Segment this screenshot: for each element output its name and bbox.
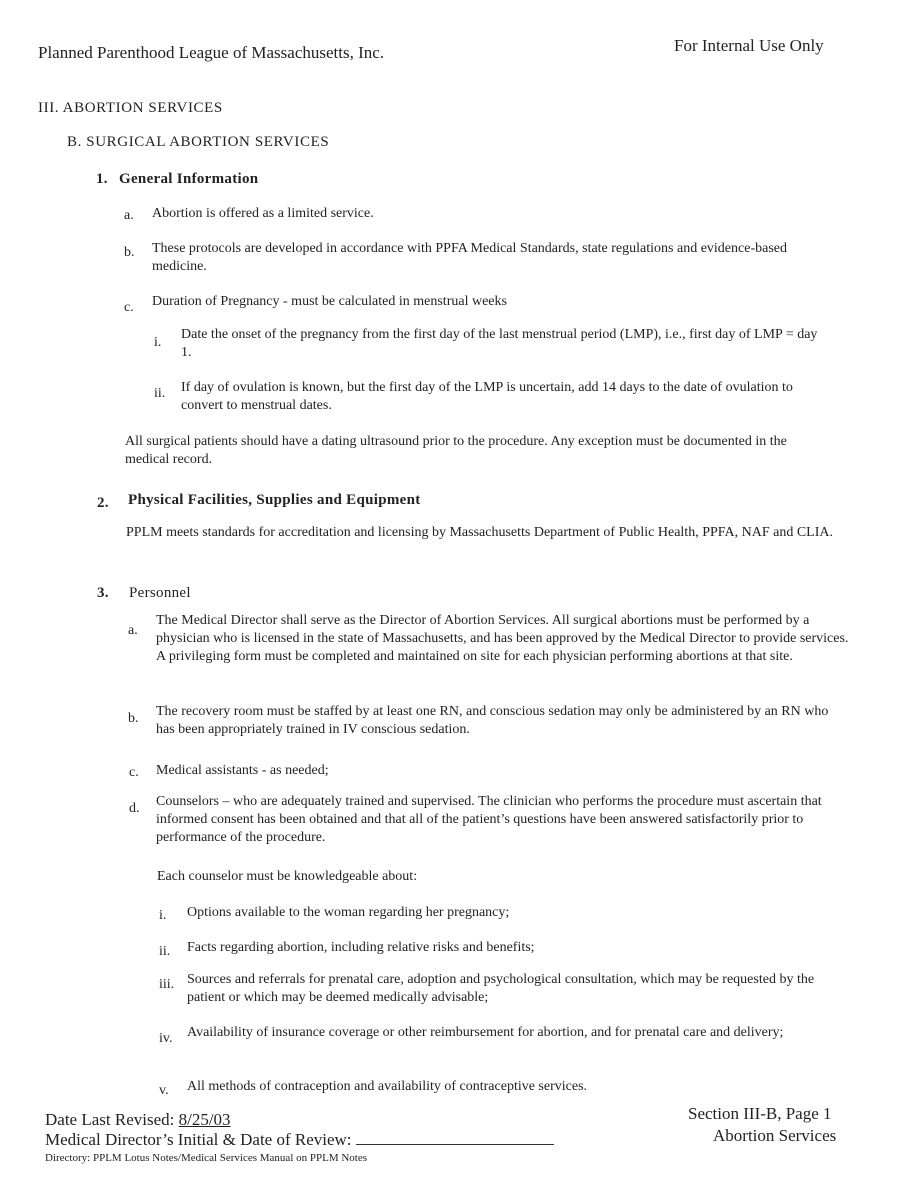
revision-label: Date Last Revised: <box>45 1110 175 1129</box>
section-page: Section III-B, Page 1 <box>688 1104 832 1123</box>
revision-line <box>45 1110 231 1130</box>
personnel-title: Personnel <box>129 585 191 601</box>
list-item: These protocols are developed in accordance with PPFA Medical Standards, state regulations and evidence-based medicine. <box>152 241 787 274</box>
list-item: The recovery room must be staffed by at least one RN, and conscious sedation may only be administered by an RN who has been appropriately trained in IV conscious sedation. <box>156 704 829 737</box>
sublist-item: All methods of contraception and availability of contraceptive services. <box>187 1079 588 1094</box>
general-title: General Information <box>119 171 259 187</box>
sublist-label: i. <box>159 908 167 923</box>
subsection-title: B. SURGICAL ABORTION SERVICES <box>67 134 330 150</box>
sublist-item: If day of ovulation is known, but the first day of the LMP is uncertain, add 14 days to the date of ovulation to convert to menstrual dates. <box>181 380 793 413</box>
list-item: Counselors – who are adequately trained and supervised. The clinician who performs the procedure must ascertain that informed consent has been obtained and that all of the patient’s questions have been answered satisfactorily prior to performance of the procedure. <box>156 794 822 845</box>
list-label: a. <box>128 623 138 638</box>
counselor-intro: Each counselor must be knowledgeable about: <box>157 869 418 884</box>
internal-use-notice: For Internal Use Only <box>674 36 824 55</box>
directory-path: Directory: PPLM Lotus Notes/Medical Services Manual on PPLM Notes <box>45 1152 368 1164</box>
review-signature-blank <box>356 1130 554 1145</box>
review-label: Medical Director’s Initial & Date of Review: <box>45 1130 352 1149</box>
sublist-label: iv. <box>159 1031 173 1046</box>
list-label: d. <box>129 801 140 816</box>
sublist-item: Options available to the woman regarding her pregnancy; <box>187 905 510 920</box>
list-item: Duration of Pregnancy - must be calculated in menstrual weeks <box>152 294 507 309</box>
list-item: Medical assistants - as needed; <box>156 763 329 778</box>
ultrasound-note: All surgical patients should have a dating ultrasound prior to the procedure. Any exception must be documented in the medical record. <box>125 434 787 467</box>
section-name: Abortion Services <box>713 1126 837 1145</box>
sublist-label: iii. <box>159 977 175 992</box>
revision-date: 8/25/03 <box>178 1110 231 1129</box>
org-name: Planned Parenthood League of Massachusetts, Inc. <box>38 43 385 62</box>
list-label: c. <box>129 765 139 780</box>
list-label: c. <box>124 300 134 315</box>
facilities-text: PPLM meets standards for accreditation and licensing by Massachusetts Department of Public Health, PPFA, NAF and CLIA. <box>126 525 834 540</box>
sublist-label: ii. <box>159 944 171 959</box>
list-label: b. <box>124 245 135 260</box>
sublist-label: ii. <box>154 386 166 401</box>
sublist-label: v. <box>159 1083 169 1098</box>
sublist-label: i. <box>154 335 162 350</box>
personnel-number: 3. <box>97 585 109 601</box>
list-item: Abortion is offered as a limited service. <box>152 206 374 221</box>
sublist-item: Sources and referrals for prenatal care, adoption and psychological consultation, which may be requested by the patient or which may be deemed medically advisable; <box>187 972 815 1005</box>
section-title: III. ABORTION SERVICES <box>38 100 223 116</box>
review-line <box>45 1130 554 1150</box>
general-number: 1. <box>96 171 108 187</box>
list-label: a. <box>124 208 134 223</box>
list-item: The Medical Director shall serve as the Director of Abortion Services. All surgical abortions must be performed by a physician who is licensed in the state of Massachusetts, and has been approved by the Medical Director to provide services. A privileging form must be completed and maintained on site for each physician performing abortions at that site. <box>156 613 849 664</box>
sublist-item: Availability of insurance coverage or other reimbursement for abortion, and for prenatal care and delivery; <box>187 1025 784 1040</box>
sublist-item: Date the onset of the pregnancy from the first day of the last menstrual period (LMP), i.e., first day of LMP = day 1. <box>181 327 818 360</box>
list-label: b. <box>128 711 139 726</box>
facilities-number: 2. <box>97 495 109 511</box>
facilities-title: Physical Facilities, Supplies and Equipment <box>128 492 421 508</box>
sublist-item: Facts regarding abortion, including relative risks and benefits; <box>187 940 535 955</box>
